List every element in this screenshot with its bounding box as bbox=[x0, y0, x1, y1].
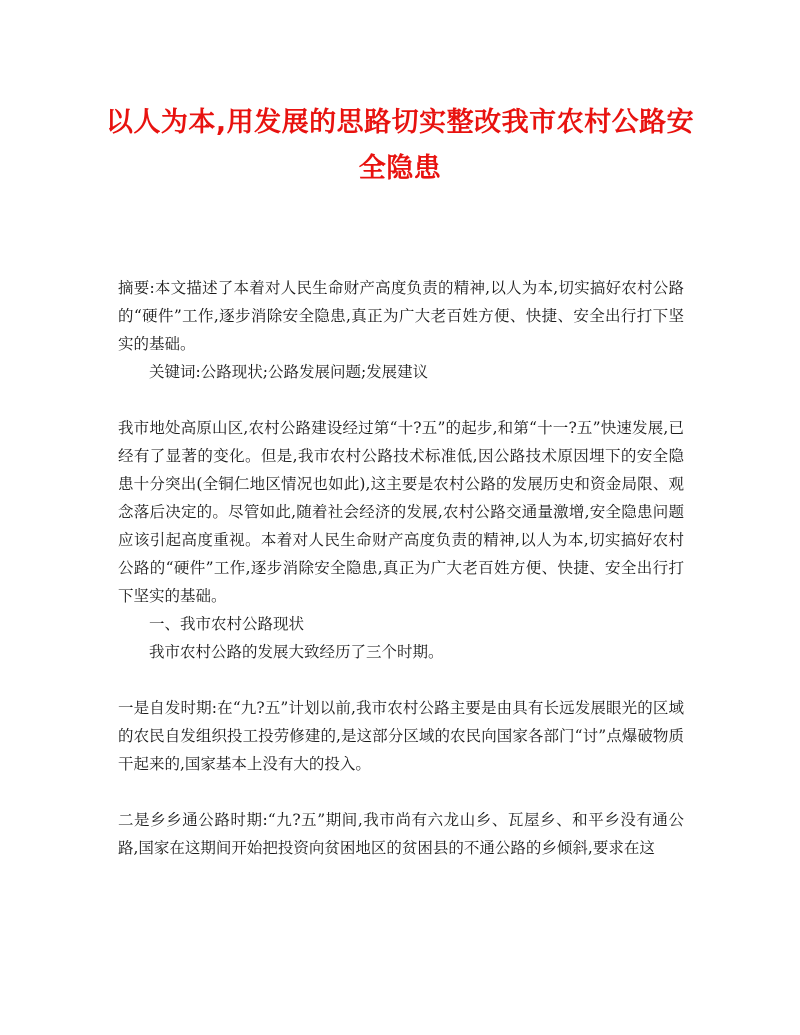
intro-paragraph: 我市地处高原山区,农村公路建设经过第“十?五”的起步,和第“十一?五”快速发展,已经有了显著的变化。但是,我市农村公路技术标准低,因公路技术原因埋下的安全隐患十分突出(全铜仁地区情况也如此),这主要是农村公路的发展历史和资金局限、观念落后决定的。尽管如此,随着社会经济的发展,农村公路交通量激增,安全隐患问题应该引起高度重视。本着对人民生命财产高度负责的精神,以人为本,切实搞好农村公路的“硬件”工作,逐步消除安全隐患,真正为广大老百姓方便、快捷、安全出行打下坚实的基础。 bbox=[118, 419, 684, 605]
document-body bbox=[118, 274, 684, 862]
section-intro-paragraph: 我市农村公路的发展大致经历了三个时期。 bbox=[149, 643, 444, 661]
period-one-paragraph: 一是自发时期:在“九?五”计划以前,我市农村公路主要是由具有长远发展眼光的区域的农民自发组织投工投劳修建的,是这部分区域的农民向国家各部门“讨”点爆破物质干起来的,国家基本上没有大的投入。 bbox=[118, 699, 684, 773]
keywords-paragraph: 关键词:公路现状;公路发展问题;发展建议 bbox=[149, 363, 429, 381]
section-heading: 一、我市农村公路现状 bbox=[149, 615, 305, 633]
abstract-paragraph: 摘要:本文描述了本着对人民生命财产高度负责的精神,以人为本,切实搞好农村公路的“硬件”工作,逐步消除安全隐患,真正为广大老百姓方便、快捷、安全出行打下坚实的基础。 bbox=[118, 279, 684, 353]
period-two-paragraph: 二是乡乡通公路时期:“九?五”期间,我市尚有六龙山乡、瓦屋乡、和平乡没有通公路,国家在这期间开始把投资向贫困地区的贫困县的不通公路的乡倾斜,要求在这 bbox=[118, 811, 684, 857]
document-title: 以人为本,用发展的思路切实整改我市农村公路安全隐患 bbox=[105, 107, 695, 184]
